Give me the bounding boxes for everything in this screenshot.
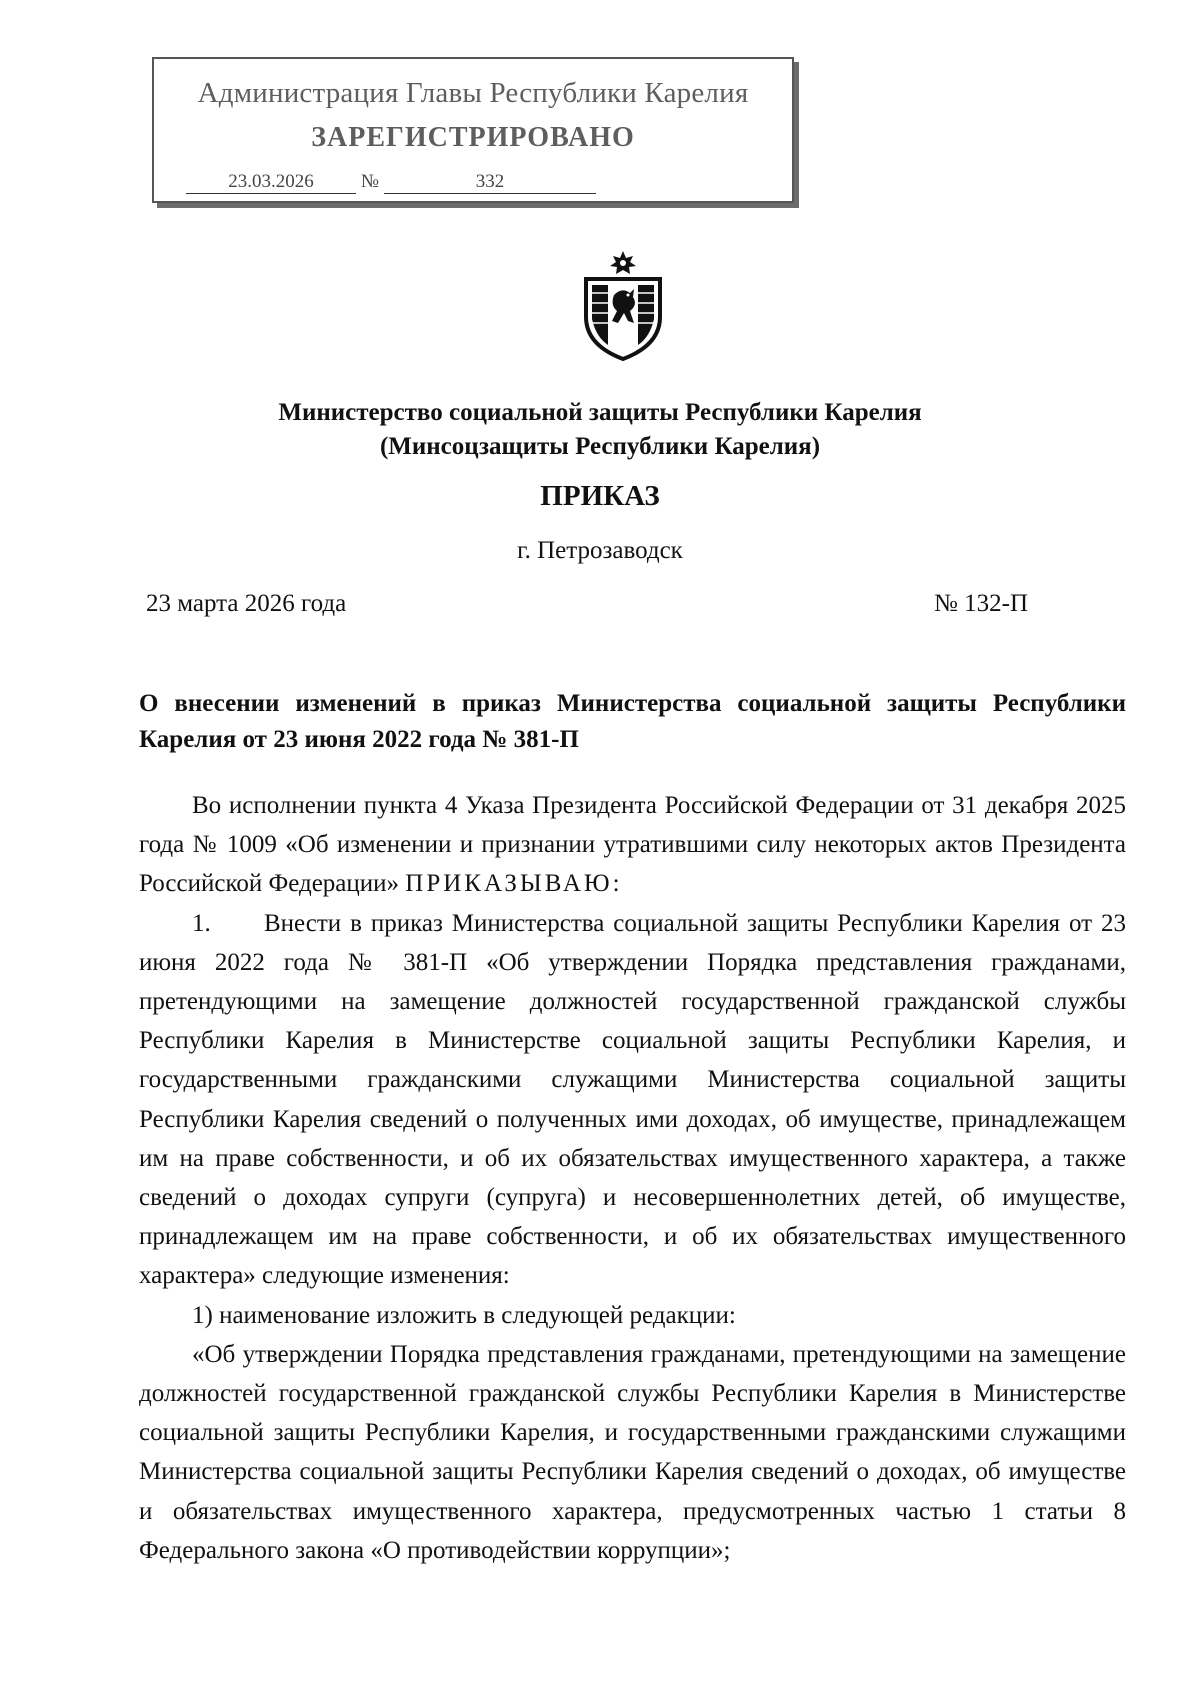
preamble-paragraph	[139, 786, 1126, 904]
preamble-text: Во исполнении пункта 4 Указа Президента Российской Федерации от 31 декабря 2025 года № 1009 «Об изменении и признании утратившими силу некоторых актов Президента Российской Федерации»	[139, 792, 1126, 898]
registration-stamp	[152, 57, 794, 203]
stamp-authority: Администрация Главы Республики Карелия	[197, 77, 749, 109]
document-number: № 132-П	[934, 590, 1028, 617]
stamp-registration-line	[186, 171, 596, 194]
ministry-short-name: (Минсоцзащиты Республики Карелия)	[379, 433, 821, 460]
subitem-1-paragraph: 1) наименование изложить в следующей редакции:	[192, 1301, 736, 1329]
stamp-status: ЗАРЕГИСТРИРОВАНО	[311, 122, 635, 153]
document-body	[139, 786, 1126, 1570]
item-1-text: Внести в приказ Министерства социальной защиты Республики Карелия от 23 июня 2022 года № 381-П «Об утверждении Порядка представления гражданами, претендующими на замещение должностей государственной гражданской службы Республики Карелия в Министерстве социальной защиты Республики Карелия, и государственными гражданскими служащими Министерства социальной защиты Республики Карелия сведений о полученных ими доходах, об имуществе, принадлежащем им на праве собственности, и об их обязательствах имущественного характера, а также сведений о доходах супруги (супруга) и несовершеннолетних детей, об имуществе, принадлежащем им на праве собственности, и об их обязательствах имущественного характера» следующие изменения:	[139, 909, 1126, 1290]
item-1-number: 1.	[192, 909, 211, 937]
document-date: 23 марта 2026 года	[146, 590, 347, 617]
document-city: г. Петрозаводск	[517, 537, 683, 564]
document-type: ПРИКАЗ	[540, 480, 660, 512]
stamp-number-sign: №	[360, 171, 380, 192]
item-1-paragraph	[139, 904, 1126, 1296]
document-subject: О внесении изменений в приказ Министерства социальной защиты Республики Карелия от 23 июня 2022 года № 381-П	[139, 690, 1126, 753]
stamp-reg-date: 23.03.2026	[186, 171, 356, 194]
karelia-coat-of-arms-icon	[578, 249, 668, 361]
quote-paragraph: «Об утверждении Порядка представления гражданами, претендующими на замещение должностей государственной гражданской службы Республики Карелия в Министерстве социальной защиты Республики Карелия, и государственными гражданскими служащими Министерства социальной защиты Республики Карелия сведений о доходах, об имуществе и обязательствах имущественного характера, предусмотренных частью 1 статьи 8 Федерального закона «О противодействии коррупции»;	[139, 1340, 1126, 1564]
ministry-name: Министерство социальной защиты Республики Карелия	[278, 399, 922, 426]
stamp-reg-number: 332	[384, 171, 596, 194]
order-word: ПРИКАЗЫВАЮ:	[405, 870, 623, 898]
